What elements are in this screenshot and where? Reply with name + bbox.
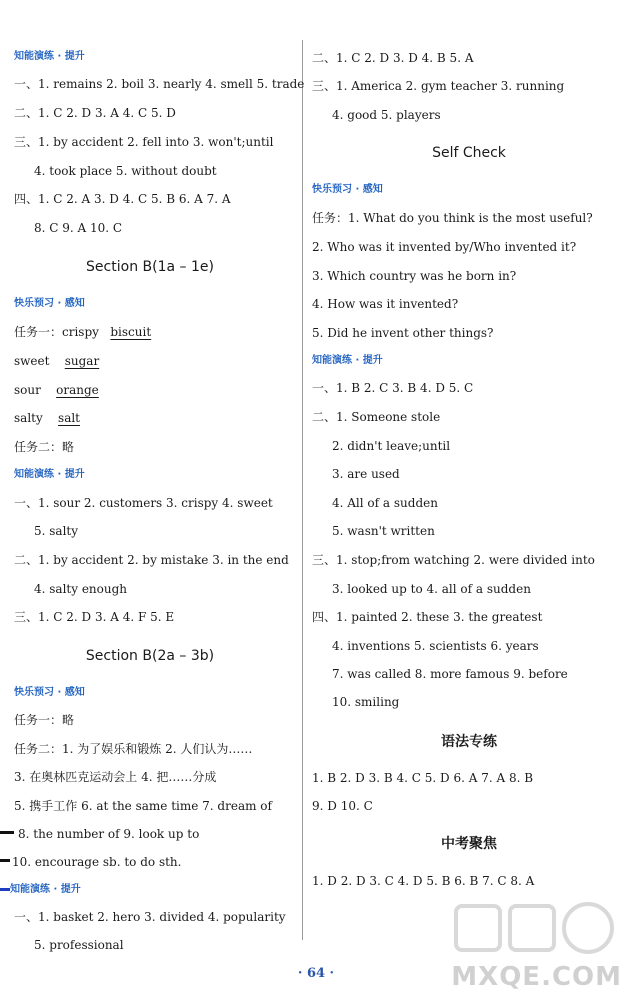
underlined-answer: sugar (64, 354, 100, 368)
task-line: 任务一：略 (14, 713, 75, 727)
task-line: 4. How was it invented? (312, 297, 459, 311)
answer-line: 四、1. C 2. A 3. D 4. C 5. B 6. A 7. A (14, 192, 231, 206)
answer-line: 5. professional (34, 938, 124, 952)
underlined-answer: orange (56, 383, 99, 397)
answer-line: 3. looked up to 4. all of a sudden (332, 582, 531, 596)
vocab-line (14, 410, 80, 426)
answer-line: 三、1. America 2. gym teacher 3. running (312, 79, 565, 93)
answer-line: 二、1. Someone stole (312, 410, 441, 424)
answer-line: 5. salty (34, 524, 79, 538)
answer-line: 1. D 2. D 3. C 4. D 5. B 6. B 7. C 8. A (312, 874, 535, 888)
task-line: 3. Which country was he born in? (312, 269, 517, 283)
vocab-prefix: salty (14, 411, 43, 425)
vocab-line (14, 353, 99, 369)
answer-line: 4. good 5. players (332, 108, 441, 122)
section-tag-zhineng: 知能演练 · 提升 (14, 469, 85, 480)
underlined-answer: biscuit (110, 325, 152, 339)
watermark-text: MXQE.COM (451, 962, 622, 992)
answer-line: 四、1. painted 2. these 3. the greatest (312, 610, 543, 624)
answer-line: 4. All of a sudden (332, 496, 438, 510)
section-tag-kuaile: 快乐预习 · 感知 (312, 184, 383, 195)
answer-line: 7. was called 8. more famous 9. before (332, 667, 568, 681)
answer-line: 8. C 9. A 10. C (34, 221, 123, 235)
answer-line: 二、1. C 2. D 3. D 4. B 5. A (312, 51, 474, 65)
task-line: 3. 在奥林匹克运动会上 4. 把……分成 (14, 770, 217, 784)
section-tag-kuaile: 快乐预习 · 感知 (14, 687, 85, 698)
task-line: 10. encourage sb. to do sth. (12, 855, 182, 869)
section-tag-zhineng: 知能演练 · 提升 (10, 884, 81, 895)
vocab-prefix: sour (14, 383, 41, 397)
answer-line: 二、1. C 2. D 3. A 4. C 5. D (14, 106, 176, 120)
answer-line: 4. inventions 5. scientists 6. years (332, 639, 539, 653)
answer-line: 三、1. by accident 2. fell into 3. won't;until (14, 135, 274, 149)
section-title-exam: 中考聚焦 (441, 836, 497, 852)
answer-line: 9. D 10. C (312, 799, 373, 813)
answer-line: 一、1. sour 2. customers 3. crispy 4. sweet (14, 496, 273, 510)
task-line: 任务二：略 (14, 440, 75, 454)
page-number: · 64 · (297, 966, 335, 981)
section-tag-zhineng: 知能演练 · 提升 (14, 51, 85, 62)
task-line: 5. Did he invent other things? (312, 326, 494, 340)
section-title-b2: Section B(2a – 3b) (85, 648, 215, 664)
task-prefix: 任务一：crispy (14, 325, 99, 339)
vocab-line (14, 382, 99, 398)
answer-line: 一、1. B 2. C 3. B 4. D 5. C (312, 381, 474, 395)
task-line: 任务二：1. 为了娱乐和锻炼 2. 人们认为…… (14, 742, 253, 756)
column-divider (302, 40, 303, 940)
task-line (14, 324, 151, 340)
task-line: 2. Who was it invented by/Who invented it? (312, 240, 577, 254)
section-tag-kuaile: 快乐预习 · 感知 (14, 298, 85, 309)
answer-line: 二、1. by accident 2. by mistake 3. in the end (14, 553, 289, 567)
answer-line: 5. wasn't written (332, 524, 435, 538)
edge-mark (0, 831, 14, 834)
answer-line: 三、1. stop;from watching 2. were divided into (312, 553, 595, 567)
answer-line: 三、1. C 2. D 3. A 4. F 5. E (14, 610, 175, 624)
edge-mark (0, 888, 10, 891)
answer-line: 10. smiling (332, 695, 400, 709)
vocab-prefix: sweet (14, 354, 50, 368)
answer-line: 2. didn't leave;until (332, 439, 451, 453)
answer-line: 1. B 2. D 3. B 4. C 5. D 6. A 7. A 8. B (312, 771, 534, 785)
answer-line: 4. salty enough (34, 582, 128, 596)
section-title-grammar: 语法专练 (441, 734, 497, 750)
section-tag-zhineng: 知能演练 · 提升 (312, 355, 383, 366)
underlined-answer: salt (58, 411, 81, 425)
section-title-b1: Section B(1a – 1e) (86, 259, 214, 275)
answer-line: 一、1. remains 2. boil 3. nearly 4. smell 5. trade (14, 77, 305, 91)
answer-line: 4. took place 5. without doubt (34, 164, 217, 178)
task-line: 8. the number of 9. look up to (18, 827, 200, 841)
answer-line: 一、1. basket 2. hero 3. divided 4. popularity (14, 910, 286, 924)
task-line: 5. 携手工作 6. at the same time 7. dream of (14, 799, 272, 813)
edge-mark (0, 859, 10, 862)
answer-line: 3. are used (332, 467, 400, 481)
section-title-self-check: Self Check (432, 145, 506, 161)
task-line: 任务：1. What do you think is the most useful? (312, 211, 593, 225)
